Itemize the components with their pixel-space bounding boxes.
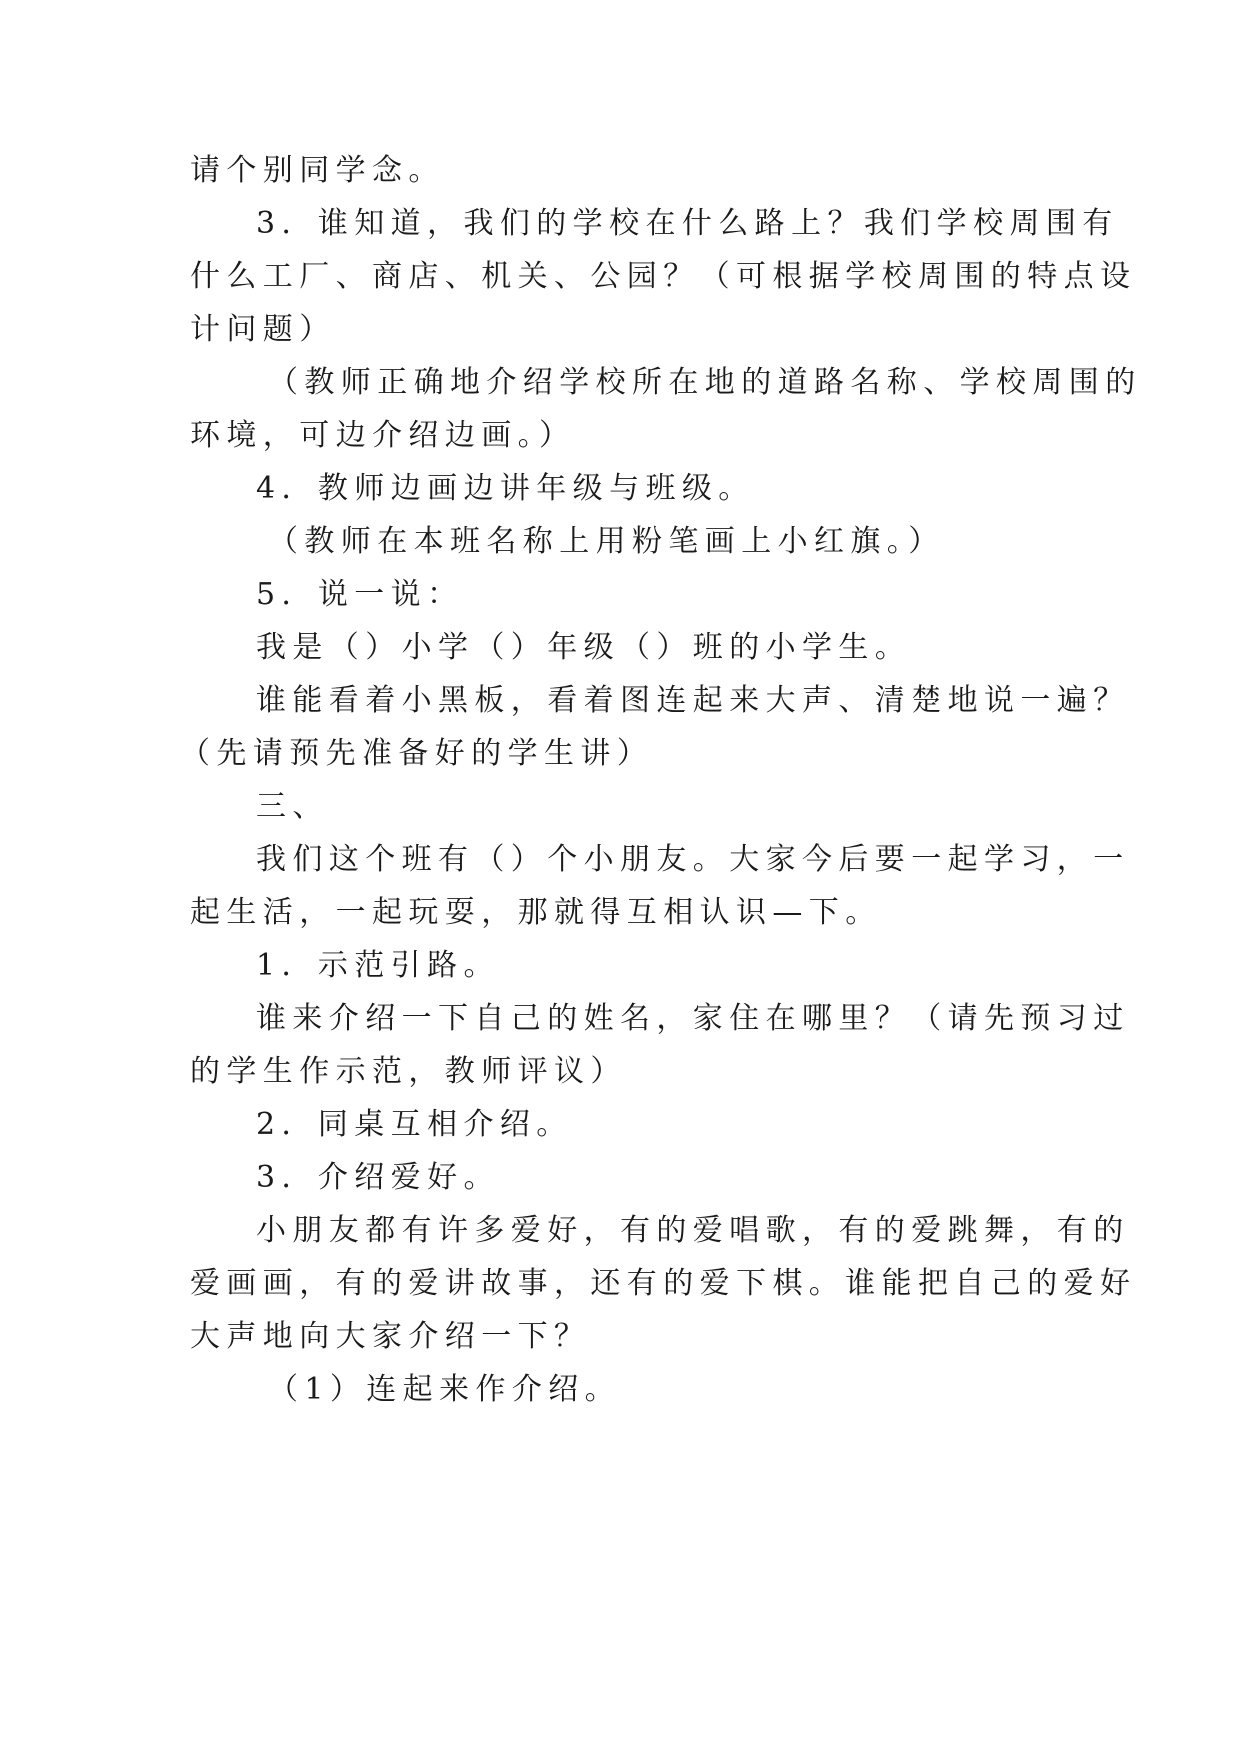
text-line: 1．示范引路。 — [256, 948, 500, 983]
text-line: （先请预先准备好的学生讲） — [180, 736, 654, 771]
text-line: 谁来介绍一下自己的姓名，家住在哪里？（请先预习过 — [256, 1001, 1130, 1036]
text-line: 的学生作示范，教师评议） — [190, 1054, 627, 1089]
text-line: 请个别同学念。 — [190, 153, 445, 188]
text-line: 5．说一说： — [256, 577, 464, 612]
text-line: 爱画画，有的爱讲故事，还有的爱下棋。谁能把自己的爱好 — [190, 1266, 1137, 1301]
text-line: 3．介绍爱好。 — [256, 1160, 500, 1195]
text-line: 4．教师边画边讲年级与班级。 — [256, 471, 755, 506]
text-line: 计问题） — [190, 312, 336, 347]
text-line: 大声地向大家介绍一下？ — [190, 1319, 591, 1354]
text-line: （教师在本班名称上用粉笔画上小红旗。） — [268, 524, 945, 559]
text-line: 谁能看着小黑板，看着图连起来大声、清楚地说一遍？ — [256, 683, 1130, 718]
text-line: 小朋友都有许多爱好，有的爱唱歌，有的爱跳舞，有的 — [256, 1213, 1130, 1248]
text-line: （1）连起来作介绍。 — [268, 1372, 622, 1407]
text-line: 环境，可边介绍边画。） — [190, 418, 576, 453]
section-heading: 三、 — [256, 789, 329, 824]
text-line: 我们这个班有（）个小朋友。大家今后要一起学习，一 — [256, 842, 1130, 877]
text-line: 起生活，一起玩耍，那就得互相认识—下。 — [190, 895, 882, 930]
text-line: （教师正确地介绍学校所在地的道路名称、学校周围的 — [268, 365, 1142, 400]
text-line: 2．同桌互相介绍。 — [256, 1107, 573, 1142]
text-line: 什么工厂、商店、机关、公园？（可根据学校周围的特点设 — [190, 259, 1137, 294]
text-line: 我是（）小学（）年级（）班的小学生。 — [256, 630, 912, 665]
text-line: 3．谁知道，我们的学校在什么路上？我们学校周围有 — [256, 206, 1119, 241]
